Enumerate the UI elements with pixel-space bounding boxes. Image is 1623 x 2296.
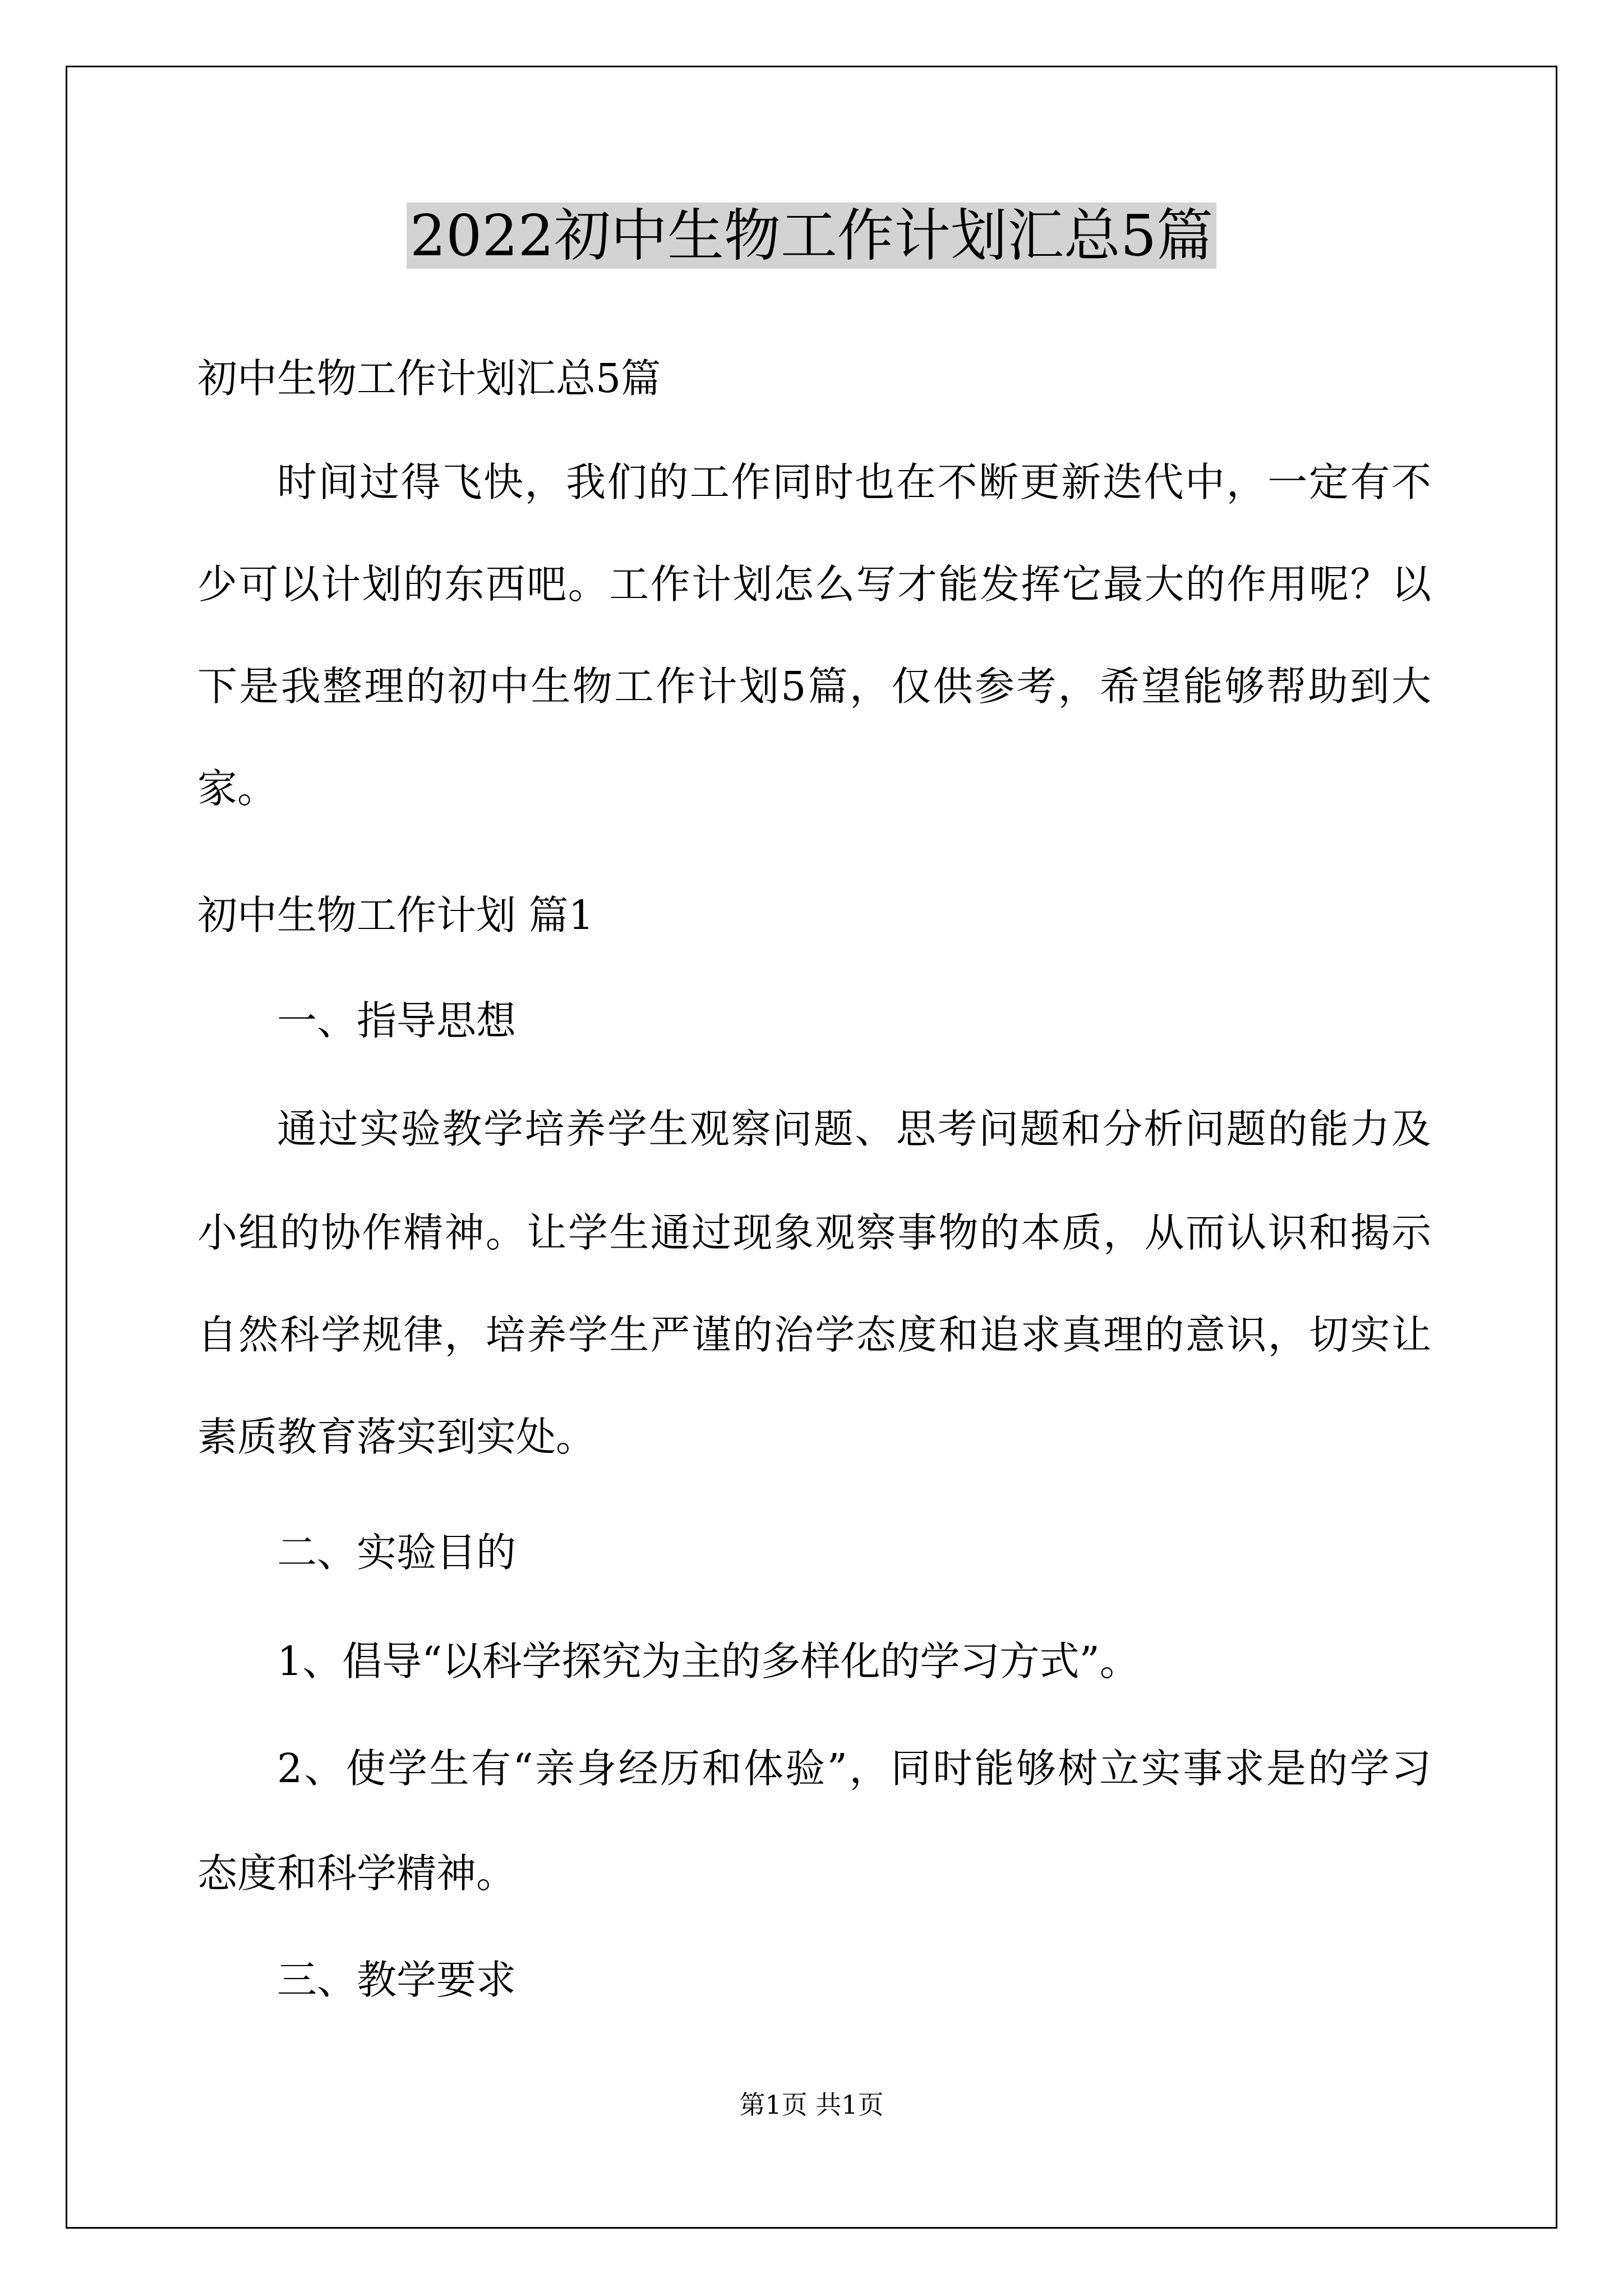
list-item-2-line-2: 态度和科学精神。 [197, 1850, 517, 1897]
list-item-1: 1、倡导“以科学探究为主的多样化的学习方式”。 [277, 1638, 1140, 1685]
intro-line-1: 时间过得飞快，我们的工作同时也在不断更新迭代中，一定有不 [277, 459, 1431, 505]
heading-teaching-requirements: 三、教学要求 [277, 1957, 517, 2003]
intro-line-4: 家。 [197, 765, 278, 812]
document-title-text: 2022初中生物工作计划汇总5篇 [407, 203, 1216, 269]
paragraph-1-line-2: 小组的协作精神。让学生通过现象观察事物的本质，从而认识和揭示 [197, 1209, 1431, 1256]
paragraph-1-line-1: 通过实验教学培养学生观察问题、思考问题和分析问题的能力及 [277, 1106, 1431, 1152]
heading-guiding-ideology: 一、指导思想 [277, 997, 517, 1044]
heading-experiment-purpose: 二、实验目的 [277, 1529, 517, 1576]
page-footer: 第1页 共1页 [739, 2090, 884, 2120]
list-item-2-line-1: 2、使学生有“亲身经历和体验”，同时能够树立实事求是的学习 [277, 1745, 1431, 1792]
paragraph-1-line-3: 自然科学规律，培养学生严谨的治学态度和追求真理的意识，切实让 [197, 1312, 1431, 1358]
document-subtitle: 初中生物工作计划汇总5篇 [197, 355, 661, 402]
section-title: 初中生物工作计划 篇1 [197, 892, 594, 938]
document-title [0, 196, 1623, 275]
intro-line-2: 少可以计划的东西吧。工作计划怎么写才能发挥它最大的作用呢？以 [197, 561, 1431, 608]
intro-line-3: 下是我整理的初中生物工作计划5篇，仅供参考，希望能够帮助到大 [197, 663, 1431, 710]
paragraph-1-line-4: 素质教育落实到实处。 [197, 1414, 596, 1460]
